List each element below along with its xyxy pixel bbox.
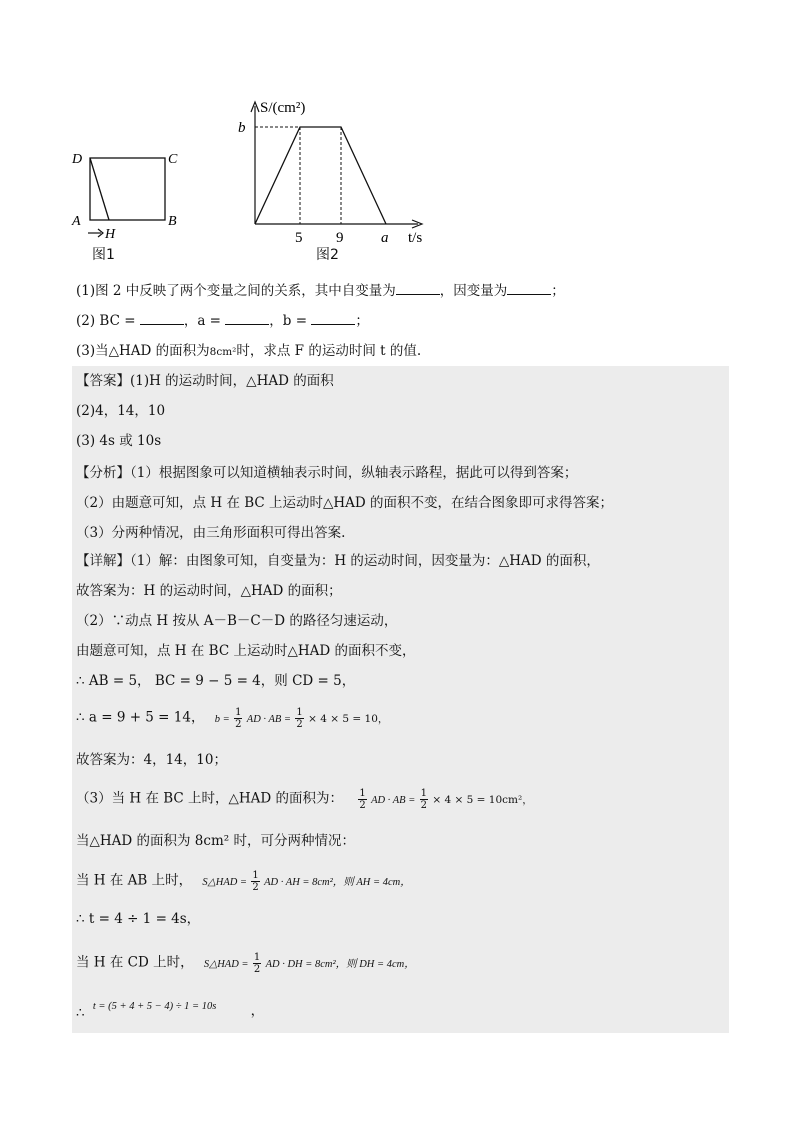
q3-start: (3)当△HAD 的面积为 [76, 343, 210, 359]
label-b: B [168, 214, 177, 229]
figure-1 [68, 145, 193, 265]
detail-line-5: ∴ AB = 5， BC = 9 − 5 = 4，则 CD = 5， [76, 673, 356, 689]
q1-end: ； [551, 283, 565, 299]
area-curve [255, 127, 386, 224]
q1-blank-1 [396, 282, 440, 295]
detail-line-10 [76, 870, 411, 893]
answer-line-3: (3) 4s 或 10s [76, 433, 162, 449]
part3-intro: （3）当 H 在 BC 上时，△HAD 的面积为： [76, 790, 344, 807]
detail-line-3: （2）∵动点 H 按从 A－B－C－D 的路径匀速运动， [76, 613, 398, 629]
case-ab-calc [202, 870, 411, 893]
y-tick-b: b [238, 120, 246, 136]
question-1 [76, 282, 565, 300]
b-calc-pre: b = [214, 713, 230, 725]
b-calc-mid: AD · AB = [246, 713, 292, 725]
detail-line-2: 故答案为：H 的运动时间，△HAD 的面积； [76, 583, 342, 599]
figure-2 [228, 98, 438, 248]
detail-line-7: 故答案为：4，14，10； [76, 752, 227, 768]
x-tick-5: 5 [295, 230, 303, 246]
q2-blank-bc [140, 312, 184, 325]
b-calc-post: × 4 × 5 = 10， [308, 712, 389, 725]
label-h: H [105, 227, 116, 242]
q2-blank-a [225, 312, 269, 325]
rectangle-abcd [90, 158, 165, 220]
q3-area: 8cm² [209, 346, 237, 358]
x-tick-9: 9 [336, 230, 344, 246]
analysis-line-1: 【分析】（1）根据图象可以知道横轴表示时间，纵轴表示路程，据此可以得到答案； [76, 465, 578, 481]
detail-line-9: 当△HAD 的面积为 8cm² 时，可分两种情况： [76, 833, 355, 849]
part3-calc-mid: AD · AB = [371, 794, 416, 806]
b-calc [214, 707, 389, 730]
half-fraction: $\frac{1}{2}$ [235, 707, 242, 730]
figure-2-caption: 图2 [316, 247, 339, 263]
label-a: A [72, 214, 81, 229]
detail-line-12 [76, 952, 415, 975]
label-c: C [168, 152, 178, 167]
q2-blank-b [311, 312, 355, 325]
case-cd-post: AD · DH = 8cm²，则 DH = 4cm， [265, 958, 415, 970]
question-3 [76, 342, 421, 361]
x-axis-label: t/s [408, 230, 423, 246]
q2-end: ； [355, 313, 369, 329]
q1-mid: ，因变量为 [439, 283, 508, 299]
q2-a: ，a = [183, 313, 221, 329]
case-ab-post: AD · AH = 8cm²，则 AH = 4cm， [264, 876, 411, 888]
detail-line-6 [76, 707, 388, 730]
case-cd-pre: S△HAD = [203, 958, 249, 970]
q3-end: 时，求点 F 的运动时间 t 的值. [236, 343, 422, 359]
x-tick-a: a [381, 230, 389, 246]
q2-b: ，b = [269, 313, 308, 329]
half-fraction-6: $\frac{1}{2}$ [253, 952, 261, 975]
case-cd-intro: 当 H 在 CD 上时， [76, 954, 194, 971]
half-fraction-2: $\frac{1}{2}$ [296, 707, 303, 730]
half-fraction-5: $\frac{1}{2}$ [252, 870, 259, 893]
case-ab-intro: 当 H 在 AB 上时， [76, 872, 193, 889]
figure-1-caption: 图1 [92, 247, 115, 263]
analysis-line-2: （2）由题意可知，点 H 在 BC 上运动时△HAD 的面积不变，在结合图象即可求得答案； [76, 495, 614, 511]
a-value: ∴ a = 9 + 5 = 14， [76, 709, 205, 726]
question-2 [76, 312, 369, 330]
y-axis-label: S/(cm²) [260, 100, 306, 116]
case-ab-pre: S△HAD = [202, 876, 248, 888]
q1-text: (1)图 2 中反映了两个变量之间的关系，其中自变量为 [76, 283, 396, 299]
case-cd-end: ， [250, 1003, 265, 1019]
answer-line-1: 【答案】(1)H 的运动时间，△HAD 的面积 [76, 373, 334, 389]
q2-bc: (2) BC = [76, 313, 136, 329]
detail-line-13 [76, 996, 265, 1021]
half-fraction-4: $\frac{1}{2}$ [420, 788, 428, 811]
detail-line-1: 【详解】（1）解：由图象可知，自变量为：H 的运动时间，因变量为：△HAD 的面积， [76, 553, 600, 569]
case-cd-calc [203, 952, 415, 975]
segment-dh [90, 158, 109, 220]
half-fraction-3: $\frac{1}{2}$ [359, 788, 366, 811]
analysis-line-3: （3）分两种情况，由三角形面积可得出答案. [76, 525, 346, 541]
case-cd-time: t = (5 + 4 + 5 − 4) ÷ 1 = 10s [92, 1001, 217, 1012]
part3-area-calc [357, 788, 533, 811]
q1-blank-2 [507, 282, 551, 295]
part3-calc-post: × 4 × 5 = 10cm²， [432, 793, 533, 806]
answer-line-2: (2)4，14，10 [76, 403, 166, 419]
label-d: D [72, 152, 83, 167]
detail-line-4: 由题意可知，点 H 在 BC 上运动时△HAD 的面积不变， [76, 643, 416, 659]
detail-line-11: ∴ t = 4 ÷ 1 = 4s， [76, 911, 201, 927]
therefore-sign: ∴ [76, 1005, 85, 1021]
detail-line-8 [76, 788, 533, 811]
